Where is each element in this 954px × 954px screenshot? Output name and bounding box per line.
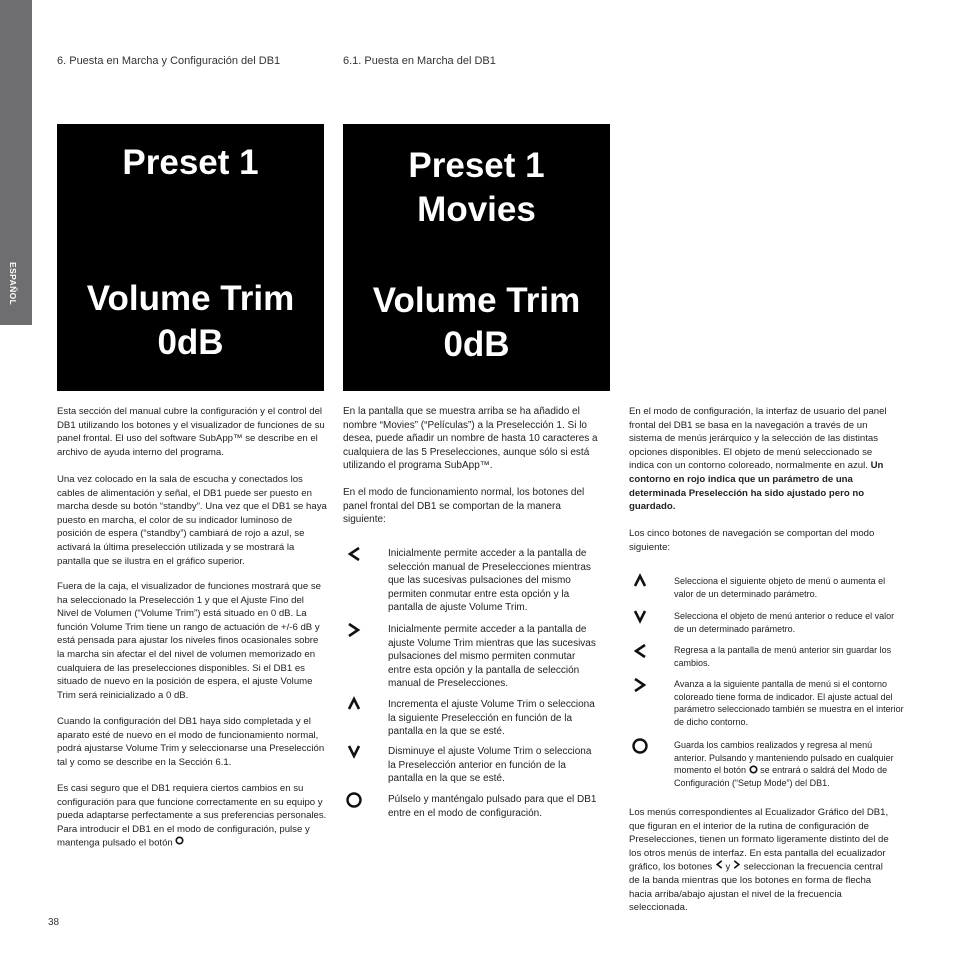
button-description: Selecciona el siguiente objeto de menú o aumenta el valor de un determinado parámetro. [674, 576, 886, 599]
subsection-title: 6.1. Puesta en Marcha del DB1 [343, 55, 496, 67]
nav-buttons-paragraph: Los cinco botones de navegación se comportan del modo siguiente: [629, 528, 875, 553]
screen-db-line: 0dB [443, 325, 510, 364]
language-label: ESPAÑOL [8, 262, 18, 306]
circle-button-icon [749, 765, 758, 778]
screen-db-line: 0dB [157, 323, 224, 362]
button-description: Selecciona el objeto de menú anterior o reduce el valor de un determinado parámetro. [674, 611, 895, 634]
screen-volume-trim-line: Volume Trim [86, 279, 295, 318]
right-arrow-icon [343, 621, 365, 639]
screen-preset-line: Preset 1 [408, 146, 545, 185]
page-number: 38 [48, 917, 60, 928]
circle-description-end: se entrará o saldrá del Modo de Configuración (“Setup Mode”) del DB1. [674, 765, 888, 789]
graphic-eq-text-end: seleccionan la frecuencia central de la banda mientras que los botones en forma de flecha hacia arriba/abajo ajustan el nivel de la frecuencia seleccionada. [629, 861, 883, 914]
red-outline-warning: Un contorno en rojo indica que un parámetro de una determinada Preselección ha sido ajustado pero no guardado. [629, 460, 884, 513]
down-arrow-icon [629, 608, 651, 624]
intro-paragraph: Esta sección del manual cubre la configuración y el control del DB1 utilizando los botones y el visualizador de funciones de su panel frontal. El uso del software SubApp™ se describe en el archivo de ayuda interno del programa. [57, 406, 325, 458]
left-arrow-icon [629, 642, 651, 660]
up-arrow-icon [629, 573, 651, 589]
left-arrow-icon [715, 860, 723, 874]
setup-mode-text: Es casi seguro que el DB1 requiera ciertos cambios en su configuración para que funcione correctamente en su equipo y pueda adaptarse perfectamente a sus preferencias personales. Para introducir el DB1 en el modo de configuración, pulse y mantenga pulsado el botón [57, 783, 327, 849]
down-arrow-icon [343, 743, 365, 759]
circle-button-icon [629, 737, 651, 755]
up-arrow-icon [343, 696, 365, 712]
graphic-eq-text-and: y [725, 861, 731, 873]
left-arrow-icon [343, 545, 365, 563]
standby-paragraph: Una vez colocado en la sala de escucha y conectados los cables de alimentación y señal, el DB1 puede ser puesto en marcha desde su botón “standby”. Una vez que el DB1 se haya puesto en marcha, el color de su indicador luminoso de posición de espera (“standby”) cambiará de rojo a azul, se activará la última preselección utilizada y se mostrará la pantalla que se ilustra en el gráfico superior. [57, 474, 327, 567]
button-description: Regresa a la pantalla de menú anterior sin guardar los cambios. [674, 645, 892, 668]
circle-button-icon [343, 791, 365, 809]
display-screen-default [57, 124, 324, 391]
button-description: Disminuye el ajuste Volume Trim o selecciona la Preselección anterior en función de la pantalla en la que se esté. [388, 746, 592, 785]
setup-complete-paragraph: Cuando la configuración del DB1 haya sido completada y el aparato esté de nuevo en el modo de funcionamiento normal, podrá ajustarse Volume Trim y seleccionarse una Preselección tal y como se describe en la Sección 6.1. [57, 716, 325, 768]
button-description: Púlselo y manténgalo pulsado para que el DB1 entre en el modo de configuración. [388, 794, 597, 819]
right-arrow-icon [733, 860, 741, 874]
button-description: Incrementa el ajuste Volume Trim o selecciona la siguiente Preselección en función de la pantalla en la que se esté. [388, 699, 595, 738]
button-description [674, 739, 906, 790]
circle-description-start: Guarda los cambios realizados y regresa al menú anterior. Pulsando y manteniendo pulsado en cualquier momento el botón [674, 740, 894, 776]
setup-mode-paragraph [57, 782, 327, 850]
setup-interface-text: En el modo de configuración, la interfaz de usuario del panel frontal del DB1 se basa en la navegación a través de un sistema de menús jerárquico y la selección de las distintas opciones disponibles. El objeto de menú seleccionado se indica con un contorno coloreado, normalmente en azul. [629, 406, 887, 472]
button-description: Inicialmente permite acceder a la pantalla de selección manual de Preselecciones mientras que las sucesivas pulsaciones del mismo permiten conmutar entre esta opción y la pantalla de ajuste Volume Trim. [388, 548, 591, 614]
preset-name-paragraph: En la pantalla que se muestra arriba se ha añadido el nombre “Movies” (“Películas”) a la Preselección 1. Si lo desea, puede añadir un nombre de hasta 10 caracteres a cualquiera de las 5 Preselecciones, aunque sólo si está utilizando el programa SubApp™. [343, 406, 598, 472]
button-description: Inicialmente permite acceder a la pantalla de ajuste Volume Trim mientras que las sucesivas pulsaciones del mismo permiten conmutar entre esta opción y la pantalla de selección manual de Preselecciones. [388, 624, 596, 690]
section-title: 6. Puesta en Marcha y Configuración del DB1 [57, 55, 281, 67]
button-description: Avanza a la siguiente pantalla de menú si el contorno coloreado tiene forma de indicador. El ajuste actual del parámetro seleccionado también se muestra en el interior de dicho contorno. [674, 679, 904, 727]
setup-interface-paragraph [629, 405, 891, 514]
graphic-eq-paragraph [629, 806, 891, 915]
screen-preset-line: Preset 1 [122, 143, 259, 182]
screen-volume-trim-line: Volume Trim [372, 281, 581, 320]
screen-preset-name-line: Movies [417, 190, 536, 229]
volume-trim-paragraph: Fuera de la caja, el visualizador de funciones mostrará que se ha seleccionado la Preselección 1 y que el Ajuste Fino del Nivel de Volumen (“Volume Trim”) está situado en 0 dB. La función Volume Trim tiene un rango de actuación de +/-6 dB y está pensada para ajustar los niveles finos ocasionales sobre la marcha sin afectar el del nivel de volumen memorizado en cualquiera de las preselecciones disponibles. Si el DB1 es situado de nuevo en la posición de espera, el ajuste Volume Trim será reinicializado a 0 dB. [57, 581, 321, 701]
normal-mode-paragraph: En el modo de funcionamiento normal, los botones del panel frontal del DB1 se comportan de la manera siguiente: [343, 487, 585, 526]
language-side-tab [0, 0, 32, 325]
display-screen-named-preset [343, 124, 610, 391]
right-arrow-icon [629, 676, 651, 694]
graphic-eq-text-start: Los menús correspondientes al Ecualizador Gráfico del DB1, que figuran en el interior de la rutina de configuración de Preselecciones, tienen un formato ligeramente distinto del de los otros menús de interfaz. En esta pantalla del ecualizador gráfico, los botones [629, 807, 889, 873]
circle-button-icon [175, 836, 184, 850]
